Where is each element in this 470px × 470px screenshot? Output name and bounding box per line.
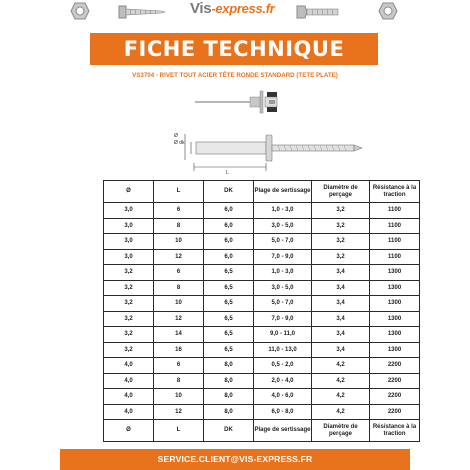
table-cell: 12 — [154, 249, 204, 265]
table-cell: 4,0 — [104, 404, 154, 420]
table-footer-header-row — [104, 420, 420, 442]
footer-contact-email[interactable]: SERVICE.CLIENT@VIS-EXPRESS.FR — [60, 449, 410, 470]
table-row — [104, 234, 420, 250]
table-cell: 4,0 — [104, 389, 154, 405]
table-cell: 9,0 - 11,0 — [254, 327, 312, 343]
table-cell: 1100 — [370, 203, 420, 219]
table-cell: 10 — [154, 296, 204, 312]
table-cell: 2200 — [370, 404, 420, 420]
column-header: DK — [204, 181, 254, 203]
table-cell: 8,0 — [204, 389, 254, 405]
table-cell: 6,5 — [204, 342, 254, 358]
dim-diameter-label: Ø — [174, 133, 178, 139]
table-cell: 6,5 — [204, 280, 254, 296]
table-cell: 1300 — [370, 311, 420, 327]
table-cell: 5,0 - 7,0 — [254, 296, 312, 312]
table-row — [104, 280, 420, 296]
table-header-row — [104, 181, 420, 203]
table-cell: 7,0 - 9,0 — [254, 311, 312, 327]
dim-length-label: L — [226, 170, 229, 176]
table-cell: 5,0 - 7,0 — [254, 234, 312, 250]
table-row — [104, 203, 420, 219]
table-row — [104, 358, 420, 374]
table-cell: 3,2 — [312, 234, 370, 250]
hex-nut-icon — [70, 2, 90, 20]
table-cell: 4,2 — [312, 389, 370, 405]
table-cell: 6 — [154, 265, 204, 281]
table-cell: 3,4 — [312, 296, 370, 312]
column-header: Diamètre de perçage — [312, 420, 370, 442]
table-cell: 3,2 — [104, 265, 154, 281]
table-cell: 6,0 - 8,0 — [254, 404, 312, 420]
table-cell: 10 — [154, 234, 204, 250]
table-cell: 3,2 — [312, 218, 370, 234]
technical-sheet — [60, 0, 417, 470]
table-row — [104, 249, 420, 265]
specifications-table — [103, 180, 420, 442]
table-row — [104, 311, 420, 327]
table-cell: 4,2 — [312, 358, 370, 374]
table-cell: 3,0 — [104, 234, 154, 250]
brand-logo[interactable] — [190, 0, 275, 17]
table-cell: 11,0 - 13,0 — [254, 342, 312, 358]
table-cell: 3,2 — [104, 280, 154, 296]
table-cell: 0,5 - 2,0 — [254, 358, 312, 374]
table-cell: 6,5 — [204, 311, 254, 327]
table-cell: 3,0 — [104, 218, 154, 234]
column-header: L — [154, 181, 204, 203]
table-cell: 7,0 - 9,0 — [254, 249, 312, 265]
column-header: Plage de sertissage — [254, 420, 312, 442]
table-cell: 1300 — [370, 265, 420, 281]
table-cell: 1100 — [370, 218, 420, 234]
table-cell: 8,0 — [204, 358, 254, 374]
column-header: Ø — [104, 420, 154, 442]
table-cell: 8 — [154, 373, 204, 389]
table-row — [104, 265, 420, 281]
table-cell: 3,4 — [312, 311, 370, 327]
table-cell: 4,2 — [312, 373, 370, 389]
table-body — [104, 203, 420, 420]
table-cell: 1,0 - 3,0 — [254, 203, 312, 219]
table-row — [104, 342, 420, 358]
bolt-icon — [296, 3, 340, 21]
table-cell: 8 — [154, 218, 204, 234]
column-header: Diamètre de perçage — [312, 181, 370, 203]
table-cell: 1300 — [370, 280, 420, 296]
table-cell: 3,2 — [312, 249, 370, 265]
column-header: Ø — [104, 181, 154, 203]
table-cell: 12 — [154, 404, 204, 420]
table-row — [104, 327, 420, 343]
table-cell: 4,0 — [104, 358, 154, 374]
table-cell: 3,4 — [312, 265, 370, 281]
table-cell: 1300 — [370, 296, 420, 312]
table-cell: 6,0 — [204, 249, 254, 265]
table-cell: 3,2 — [104, 327, 154, 343]
table-cell: 6 — [154, 203, 204, 219]
table-cell: 3,4 — [312, 280, 370, 296]
column-header: Résistance à la traction — [370, 420, 420, 442]
table-cell: 8 — [154, 280, 204, 296]
table-cell: 2,0 - 4,0 — [254, 373, 312, 389]
table-cell: 6,0 — [204, 203, 254, 219]
table-row — [104, 389, 420, 405]
column-header: Résistance à la traction — [370, 181, 420, 203]
brand-name: Vis — [190, 0, 212, 17]
table-cell: 8,0 — [204, 373, 254, 389]
table-cell: 6,5 — [204, 327, 254, 343]
header-strip — [60, 0, 410, 26]
table-cell: 3,2 — [104, 311, 154, 327]
table-cell: 2200 — [370, 358, 420, 374]
table-cell: 14 — [154, 327, 204, 343]
table-cell: 3,4 — [312, 327, 370, 343]
column-header: L — [154, 420, 204, 442]
screw-icon — [118, 4, 166, 20]
table-row — [104, 296, 420, 312]
product-title: VS3704 - RIVET TOUT ACIER TÊTE RONDE STANDARD (TETE PLATE) — [132, 72, 338, 79]
table-cell: 12 — [154, 311, 204, 327]
dim-head-diameter-label: Ø dk — [174, 140, 185, 146]
table-cell: 3,0 - 5,0 — [254, 218, 312, 234]
table-cell: 6,5 — [204, 296, 254, 312]
table-cell: 1100 — [370, 249, 420, 265]
table-cell: 2200 — [370, 389, 420, 405]
table-cell: 4,2 — [312, 404, 370, 420]
brand-suffix: -express.fr — [211, 1, 275, 16]
table-cell: 3,4 — [312, 342, 370, 358]
column-header: Plage de sertissage — [254, 181, 312, 203]
table-cell: 3,2 — [104, 296, 154, 312]
rivet-product-image — [193, 84, 279, 120]
hex-nut-icon — [378, 2, 398, 20]
table-cell: 6,5 — [204, 265, 254, 281]
table-cell: 8,0 — [204, 404, 254, 420]
table-row — [104, 404, 420, 420]
table-cell: 6 — [154, 358, 204, 374]
table-cell: 2200 — [370, 373, 420, 389]
table-cell: 10 — [154, 389, 204, 405]
table-cell: 3,0 - 5,0 — [254, 280, 312, 296]
table-cell: 1300 — [370, 327, 420, 343]
table-cell: 1300 — [370, 342, 420, 358]
table-cell: 6,0 — [204, 218, 254, 234]
column-header: DK — [204, 420, 254, 442]
table-cell: 3,2 — [104, 342, 154, 358]
table-cell: 1,0 - 3,0 — [254, 265, 312, 281]
table-row — [104, 218, 420, 234]
table-cell: 4,0 — [104, 373, 154, 389]
table-cell: 6,0 — [204, 234, 254, 250]
rivet-technical-drawing — [174, 126, 366, 176]
table-cell: 3,0 — [104, 203, 154, 219]
table-row — [104, 373, 420, 389]
table-cell: 4,0 - 6,0 — [254, 389, 312, 405]
table-cell: 16 — [154, 342, 204, 358]
page-title-banner: FICHE TECHNIQUE — [90, 33, 378, 65]
table-cell: 3,2 — [312, 203, 370, 219]
table-cell: 1100 — [370, 234, 420, 250]
table-cell: 3,0 — [104, 249, 154, 265]
